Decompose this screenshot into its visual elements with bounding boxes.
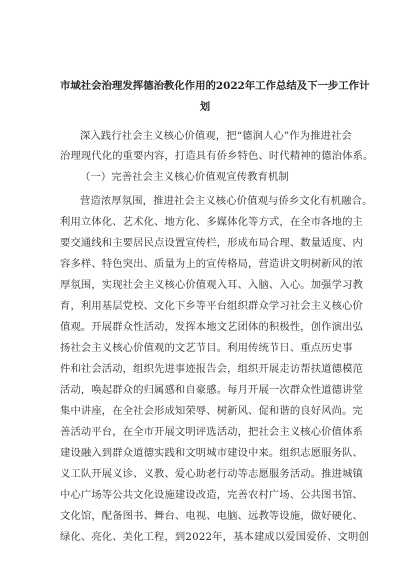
document-title-line-1: 市域社会治理发挥德治教化作用的2022年工作总结及下一步工作计 — [60, 80, 370, 92]
paragraph-2-line-9: 件和社会活动，组织先进事迹报告会，组织开展走访帮扶道德模范 — [60, 363, 363, 375]
paragraph-2-line-1: 营造浓厚氛围，推进社会主义核心价值观与侨乡文化有机融合。 — [80, 195, 373, 207]
paragraph-2-line-5: 厚氛围，实现社会主义核心价值观入耳、入脑、入心。加强学习教 — [60, 279, 363, 291]
document-title-line-2: 划 — [199, 101, 211, 113]
paragraph-2-line-8: 扬社会主义核心价值观的文艺节目。利用传统节日、重点历史事 — [60, 342, 353, 354]
paragraph-2-line-13: 建设融入到群众道德实践和文明城市建设中来。组织志愿服务队、 — [60, 447, 363, 459]
paragraph-2-line-4: 容多样、特色突出、质量为上的宣传格局，营造讲文明树新风的浓 — [60, 258, 363, 270]
paragraph-2-line-17: 绿化、亮化、美化工程，到2022年，基本建成以爱国爱侨、文明创 — [60, 531, 369, 543]
paragraph-2-line-15: 中心广场等公共文化设施建设改造，完善农村广场、公共图书馆、 — [60, 489, 363, 501]
paragraph-2-line-12: 善活动平台，在全市开展文明评选活动，把社会主义核心价值体系 — [60, 426, 363, 438]
paragraph-2-line-10: 活动，唤起群众的归属感和自豪感。每月开展一次群众性道德讲堂 — [60, 384, 363, 396]
paragraph-2-line-14: 义工队开展义诊、义教、爱心助老行动等志愿服务活动。推进城镇 — [60, 468, 363, 480]
paragraph-2-line-16: 文化馆，配备图书、舞台、电视、电脑、远教等设施，做好硬化、 — [60, 510, 363, 522]
paragraph-1-line-1: 深入践行社会主义核心价值观，把“德润人心”作为推进社会 — [80, 130, 352, 142]
paragraph-2-line-11: 集中讲座，在全社会形成知荣辱、树新风、促和谐的良好风尚。完 — [60, 405, 363, 417]
paragraph-2-line-3: 要交通线和主要居民点设置宣传栏，形成布局合理、数量适度、内 — [60, 237, 363, 249]
section-subheading: （一）完善社会主义核心价值观宣传教育机制 — [80, 171, 289, 183]
paragraph-2-line-2: 利用立体化、艺术化、地方化、多媒体化等方式，在全市各地的主 — [60, 216, 363, 228]
paragraph-2-line-6: 育，利用基层党校、文化下乡等平台组织群众学习社会主义核心价 — [60, 300, 363, 312]
paragraph-2-line-7: 值观。开展群众性活动，发挥本地文艺团体的积极性，创作演出弘 — [60, 321, 363, 333]
paragraph-1-line-2: 治理现代化的重要内容，打造具有侨乡特色、时代精神的德治体系。 — [60, 150, 374, 162]
